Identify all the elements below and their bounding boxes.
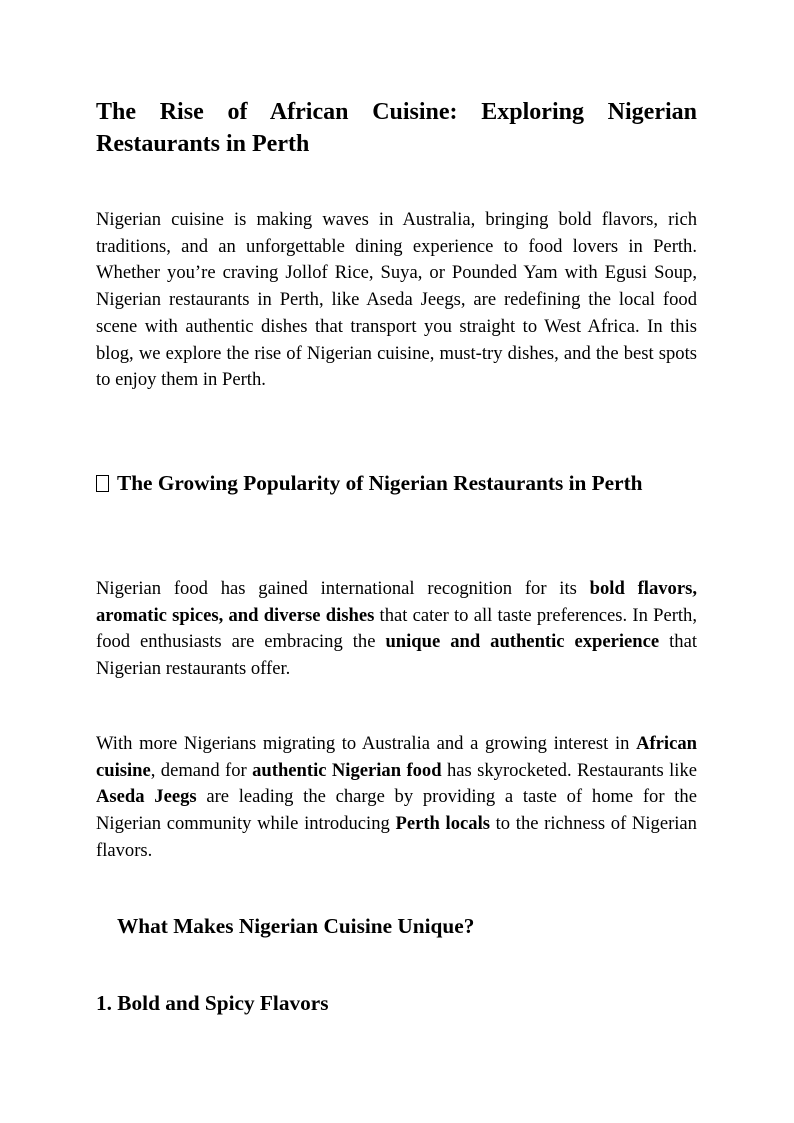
bold-run: Perth locals <box>395 813 490 835</box>
text-run: are leading the charge by providing a taste of home for the Nigerian community while introducing <box>96 786 697 835</box>
text-run: to the richness of Nigerian flavors. <box>96 813 697 861</box>
popularity-heading <box>96 468 697 499</box>
text-run: has skyrocketed. Restaurants like <box>441 759 698 781</box>
text-run: , demand for <box>150 759 253 781</box>
bold-run: unique and authentic experience <box>385 631 660 653</box>
text-run: that cater to all taste preferences. In Perth, food enthusiasts are embracing the <box>96 604 698 653</box>
unique-heading: What Makes Nigerian Cuisine Unique? <box>117 914 475 938</box>
bold-flavors-heading: 1. Bold and Spicy Flavors <box>96 991 329 1015</box>
bold-run: authentic Nigerian food <box>252 759 442 781</box>
article-title: The Rise of African Cuisine: Exploring Nigerian Restaurants in Perth <box>96 99 697 157</box>
text-run: Nigerian food has gained international recognition for its <box>96 578 590 599</box>
bold-run: Aseda Jeegs <box>96 786 197 808</box>
missing-glyph-box-icon <box>96 475 109 492</box>
bold-run: African cuisine <box>96 733 697 781</box>
popularity-paragraph-2 <box>96 731 697 865</box>
intro-paragraph: Nigerian cuisine is making waves in Australia, bringing bold flavors, rich traditions, and an unforgettable dining experience to food lovers in Perth. Whether you’re craving Jollof Rice, Suya, or Pounded Yam with Egusi Soup, Nigerian restaurants in Perth, like Aseda Jeegs, are redefining the local food scene with authentic dishes that transport you straight to West Africa. In this blog, we explore the rise of Nigerian cuisine, must-try dishes, and the best spots to enjoy them in Perth. <box>96 209 697 391</box>
bold-run: bold flavors, aromatic spices, and diverse dishes <box>96 578 697 626</box>
popularity-heading-text: The Growing Popularity of Nigerian Restaurants in Perth <box>117 471 643 495</box>
text-run: With more Nigerians migrating to Australia and a growing interest in <box>96 733 637 754</box>
text-run: that Nigerian restaurants offer. <box>96 631 698 680</box>
popularity-paragraph-1 <box>96 576 697 683</box>
